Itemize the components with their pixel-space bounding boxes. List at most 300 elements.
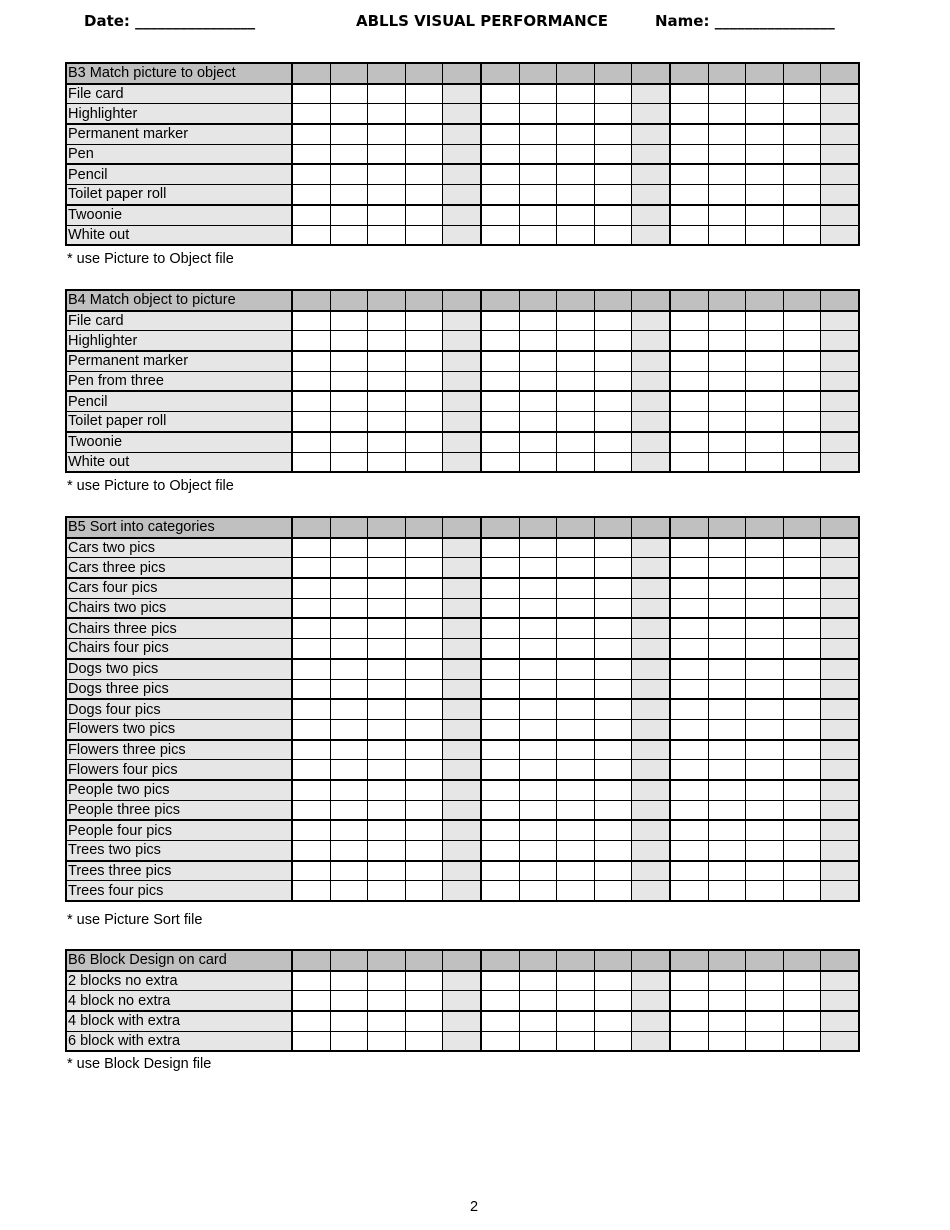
score-cell[interactable] [481,760,519,780]
score-cell[interactable] [368,699,406,719]
score-cell[interactable] [594,881,632,901]
score-cell[interactable] [292,639,330,659]
score-cell[interactable] [670,780,708,800]
score-cell[interactable] [368,124,406,144]
score-cell[interactable] [632,740,670,760]
score-cell[interactable] [557,144,595,164]
score-cell[interactable] [594,391,632,411]
score-cell[interactable] [594,598,632,618]
score-cell[interactable] [594,971,632,991]
score-cell[interactable] [405,881,443,901]
score-cell[interactable] [443,971,481,991]
score-cell[interactable] [519,124,557,144]
score-cell[interactable] [405,205,443,225]
score-cell[interactable] [368,861,406,881]
score-cell[interactable] [670,164,708,184]
score-cell[interactable] [292,971,330,991]
score-cell[interactable] [746,800,784,820]
score-cell[interactable] [783,820,821,840]
score-cell[interactable] [594,760,632,780]
score-cell[interactable] [670,820,708,840]
score-cell[interactable] [594,432,632,452]
score-cell[interactable] [481,558,519,578]
score-cell[interactable] [443,538,481,558]
score-cell[interactable] [481,598,519,618]
score-cell[interactable] [594,371,632,391]
score-cell[interactable] [330,391,368,411]
score-cell[interactable] [708,311,746,331]
score-cell[interactable] [821,452,859,472]
score-cell[interactable] [292,185,330,205]
score-cell[interactable] [783,371,821,391]
score-cell[interactable] [746,639,784,659]
score-cell[interactable] [670,84,708,104]
score-cell[interactable] [330,598,368,618]
score-cell[interactable] [481,104,519,124]
score-cell[interactable] [557,84,595,104]
score-cell[interactable] [783,104,821,124]
score-cell[interactable] [746,578,784,598]
score-cell[interactable] [368,371,406,391]
score-cell[interactable] [670,760,708,780]
score-cell[interactable] [632,800,670,820]
score-cell[interactable] [405,719,443,739]
score-cell[interactable] [443,991,481,1011]
score-cell[interactable] [632,225,670,245]
score-cell[interactable] [292,432,330,452]
score-cell[interactable] [708,861,746,881]
score-cell[interactable] [481,991,519,1011]
score-cell[interactable] [368,780,406,800]
score-cell[interactable] [594,104,632,124]
score-cell[interactable] [708,881,746,901]
score-cell[interactable] [632,412,670,432]
score-cell[interactable] [594,861,632,881]
score-cell[interactable] [519,740,557,760]
score-cell[interactable] [821,371,859,391]
score-cell[interactable] [783,800,821,820]
score-cell[interactable] [821,205,859,225]
score-cell[interactable] [708,225,746,245]
score-cell[interactable] [821,391,859,411]
score-cell[interactable] [670,391,708,411]
score-cell[interactable] [557,659,595,679]
score-cell[interactable] [594,205,632,225]
score-cell[interactable] [519,558,557,578]
score-cell[interactable] [746,331,784,351]
score-cell[interactable] [330,679,368,699]
score-cell[interactable] [368,225,406,245]
score-cell[interactable] [443,578,481,598]
score-cell[interactable] [330,971,368,991]
score-cell[interactable] [557,124,595,144]
score-cell[interactable] [557,820,595,840]
score-cell[interactable] [670,719,708,739]
score-cell[interactable] [443,861,481,881]
score-cell[interactable] [443,391,481,411]
score-cell[interactable] [783,452,821,472]
score-cell[interactable] [519,331,557,351]
score-cell[interactable] [557,331,595,351]
score-cell[interactable] [557,971,595,991]
score-cell[interactable] [481,225,519,245]
score-cell[interactable] [746,185,784,205]
score-cell[interactable] [783,861,821,881]
score-cell[interactable] [292,144,330,164]
score-cell[interactable] [481,331,519,351]
score-cell[interactable] [481,639,519,659]
score-cell[interactable] [670,331,708,351]
score-cell[interactable] [594,991,632,1011]
score-cell[interactable] [708,659,746,679]
score-cell[interactable] [330,1031,368,1051]
score-cell[interactable] [481,719,519,739]
score-cell[interactable] [292,84,330,104]
score-cell[interactable] [821,618,859,638]
score-cell[interactable] [557,578,595,598]
score-cell[interactable] [405,144,443,164]
score-cell[interactable] [670,185,708,205]
score-cell[interactable] [368,991,406,1011]
score-cell[interactable] [292,104,330,124]
score-cell[interactable] [708,598,746,618]
score-cell[interactable] [557,185,595,205]
score-cell[interactable] [292,558,330,578]
score-cell[interactable] [746,820,784,840]
score-cell[interactable] [330,699,368,719]
score-cell[interactable] [519,371,557,391]
score-cell[interactable] [292,780,330,800]
score-cell[interactable] [519,225,557,245]
score-cell[interactable] [481,432,519,452]
score-cell[interactable] [708,971,746,991]
score-cell[interactable] [670,432,708,452]
score-cell[interactable] [330,225,368,245]
score-cell[interactable] [594,124,632,144]
score-cell[interactable] [821,225,859,245]
score-cell[interactable] [405,618,443,638]
score-cell[interactable] [519,1031,557,1051]
score-cell[interactable] [821,124,859,144]
score-cell[interactable] [557,558,595,578]
score-cell[interactable] [519,820,557,840]
score-cell[interactable] [405,432,443,452]
score-cell[interactable] [708,740,746,760]
score-cell[interactable] [330,311,368,331]
score-cell[interactable] [330,412,368,432]
score-cell[interactable] [746,598,784,618]
score-cell[interactable] [368,311,406,331]
score-cell[interactable] [632,558,670,578]
score-cell[interactable] [557,800,595,820]
score-cell[interactable] [519,679,557,699]
score-cell[interactable] [557,104,595,124]
score-cell[interactable] [519,780,557,800]
score-cell[interactable] [783,351,821,371]
score-cell[interactable] [405,538,443,558]
score-cell[interactable] [405,639,443,659]
score-cell[interactable] [632,104,670,124]
score-cell[interactable] [821,578,859,598]
score-cell[interactable] [783,699,821,719]
score-cell[interactable] [594,780,632,800]
score-cell[interactable] [405,391,443,411]
score-cell[interactable] [368,1031,406,1051]
score-cell[interactable] [519,578,557,598]
score-cell[interactable] [670,371,708,391]
score-cell[interactable] [557,881,595,901]
score-cell[interactable] [330,84,368,104]
score-cell[interactable] [368,331,406,351]
score-cell[interactable] [670,740,708,760]
score-cell[interactable] [557,740,595,760]
score-cell[interactable] [405,740,443,760]
score-cell[interactable] [821,800,859,820]
score-cell[interactable] [783,432,821,452]
score-cell[interactable] [292,1011,330,1031]
score-cell[interactable] [783,618,821,638]
score-cell[interactable] [632,391,670,411]
score-cell[interactable] [368,598,406,618]
score-cell[interactable] [557,991,595,1011]
score-cell[interactable] [368,578,406,598]
score-cell[interactable] [443,598,481,618]
score-cell[interactable] [708,699,746,719]
score-cell[interactable] [708,841,746,861]
score-cell[interactable] [443,351,481,371]
score-cell[interactable] [519,760,557,780]
score-cell[interactable] [368,841,406,861]
score-cell[interactable] [746,760,784,780]
score-cell[interactable] [783,1031,821,1051]
score-cell[interactable] [443,719,481,739]
score-cell[interactable] [632,991,670,1011]
score-cell[interactable] [330,124,368,144]
score-cell[interactable] [821,679,859,699]
score-cell[interactable] [670,558,708,578]
score-cell[interactable] [443,412,481,432]
score-cell[interactable] [594,144,632,164]
score-cell[interactable] [368,820,406,840]
score-cell[interactable] [368,800,406,820]
score-cell[interactable] [405,800,443,820]
score-cell[interactable] [368,538,406,558]
score-cell[interactable] [330,351,368,371]
score-cell[interactable] [481,371,519,391]
score-cell[interactable] [746,699,784,719]
score-cell[interactable] [443,1031,481,1051]
score-cell[interactable] [746,164,784,184]
score-cell[interactable] [746,991,784,1011]
score-cell[interactable] [632,124,670,144]
score-cell[interactable] [481,699,519,719]
score-cell[interactable] [368,391,406,411]
score-cell[interactable] [594,452,632,472]
score-cell[interactable] [368,412,406,432]
score-cell[interactable] [443,841,481,861]
score-cell[interactable] [821,841,859,861]
score-cell[interactable] [746,618,784,638]
score-cell[interactable] [405,679,443,699]
score-cell[interactable] [632,679,670,699]
score-cell[interactable] [519,841,557,861]
score-cell[interactable] [405,699,443,719]
score-cell[interactable] [632,1011,670,1031]
score-cell[interactable] [443,331,481,351]
score-cell[interactable] [443,124,481,144]
score-cell[interactable] [292,205,330,225]
score-cell[interactable] [481,164,519,184]
score-cell[interactable] [519,881,557,901]
score-cell[interactable] [821,780,859,800]
score-cell[interactable] [594,618,632,638]
score-cell[interactable] [405,558,443,578]
score-cell[interactable] [594,1011,632,1031]
score-cell[interactable] [557,164,595,184]
score-cell[interactable] [443,432,481,452]
score-cell[interactable] [557,452,595,472]
score-cell[interactable] [292,538,330,558]
score-cell[interactable] [557,780,595,800]
score-cell[interactable] [292,991,330,1011]
score-cell[interactable] [746,659,784,679]
score-cell[interactable] [594,578,632,598]
score-cell[interactable] [405,185,443,205]
score-cell[interactable] [330,760,368,780]
score-cell[interactable] [632,578,670,598]
score-cell[interactable] [481,391,519,411]
score-cell[interactable] [330,432,368,452]
score-cell[interactable] [821,84,859,104]
score-cell[interactable] [330,558,368,578]
score-cell[interactable] [670,699,708,719]
score-cell[interactable] [708,391,746,411]
score-cell[interactable] [557,225,595,245]
score-cell[interactable] [443,452,481,472]
score-cell[interactable] [519,971,557,991]
score-cell[interactable] [557,432,595,452]
score-cell[interactable] [746,740,784,760]
score-cell[interactable] [330,780,368,800]
score-cell[interactable] [670,679,708,699]
score-cell[interactable] [783,991,821,1011]
score-cell[interactable] [708,371,746,391]
score-cell[interactable] [821,719,859,739]
score-cell[interactable] [708,432,746,452]
score-cell[interactable] [330,820,368,840]
score-cell[interactable] [330,881,368,901]
score-cell[interactable] [821,1011,859,1031]
score-cell[interactable] [368,1011,406,1031]
score-cell[interactable] [519,84,557,104]
score-cell[interactable] [670,1031,708,1051]
score-cell[interactable] [746,84,784,104]
score-cell[interactable] [443,371,481,391]
score-cell[interactable] [519,618,557,638]
score-cell[interactable] [481,1031,519,1051]
score-cell[interactable] [443,164,481,184]
score-cell[interactable] [405,124,443,144]
score-cell[interactable] [481,124,519,144]
score-cell[interactable] [708,780,746,800]
score-cell[interactable] [519,205,557,225]
score-cell[interactable] [821,1031,859,1051]
score-cell[interactable] [481,820,519,840]
score-cell[interactable] [443,679,481,699]
score-cell[interactable] [783,881,821,901]
score-cell[interactable] [405,780,443,800]
score-cell[interactable] [594,225,632,245]
score-cell[interactable] [746,371,784,391]
score-cell[interactable] [594,800,632,820]
score-cell[interactable] [405,991,443,1011]
score-cell[interactable] [519,144,557,164]
score-cell[interactable] [783,391,821,411]
score-cell[interactable] [481,841,519,861]
score-cell[interactable] [670,639,708,659]
score-cell[interactable] [632,432,670,452]
score-cell[interactable] [443,800,481,820]
score-cell[interactable] [708,719,746,739]
score-cell[interactable] [330,639,368,659]
score-cell[interactable] [594,740,632,760]
score-cell[interactable] [368,639,406,659]
score-cell[interactable] [330,205,368,225]
score-cell[interactable] [708,618,746,638]
score-cell[interactable] [405,861,443,881]
score-cell[interactable] [632,205,670,225]
score-cell[interactable] [670,659,708,679]
score-cell[interactable] [292,391,330,411]
score-cell[interactable] [443,881,481,901]
score-cell[interactable] [821,538,859,558]
score-cell[interactable] [443,558,481,578]
score-cell[interactable] [783,205,821,225]
score-cell[interactable] [632,639,670,659]
score-cell[interactable] [481,578,519,598]
score-cell[interactable] [708,351,746,371]
score-cell[interactable] [783,538,821,558]
score-cell[interactable] [405,1031,443,1051]
score-cell[interactable] [557,639,595,659]
score-cell[interactable] [783,558,821,578]
score-cell[interactable] [330,659,368,679]
score-cell[interactable] [594,639,632,659]
score-cell[interactable] [632,311,670,331]
score-cell[interactable] [368,452,406,472]
score-cell[interactable] [783,780,821,800]
score-cell[interactable] [443,699,481,719]
score-cell[interactable] [708,800,746,820]
score-cell[interactable] [746,124,784,144]
score-cell[interactable] [557,598,595,618]
score-cell[interactable] [708,164,746,184]
score-cell[interactable] [670,598,708,618]
score-cell[interactable] [632,144,670,164]
score-cell[interactable] [292,412,330,432]
score-cell[interactable] [594,538,632,558]
score-cell[interactable] [292,820,330,840]
score-cell[interactable] [746,780,784,800]
score-cell[interactable] [670,412,708,432]
score-cell[interactable] [670,205,708,225]
score-cell[interactable] [292,164,330,184]
score-cell[interactable] [292,1031,330,1051]
score-cell[interactable] [519,432,557,452]
score-cell[interactable] [481,971,519,991]
score-cell[interactable] [443,311,481,331]
score-cell[interactable] [443,225,481,245]
